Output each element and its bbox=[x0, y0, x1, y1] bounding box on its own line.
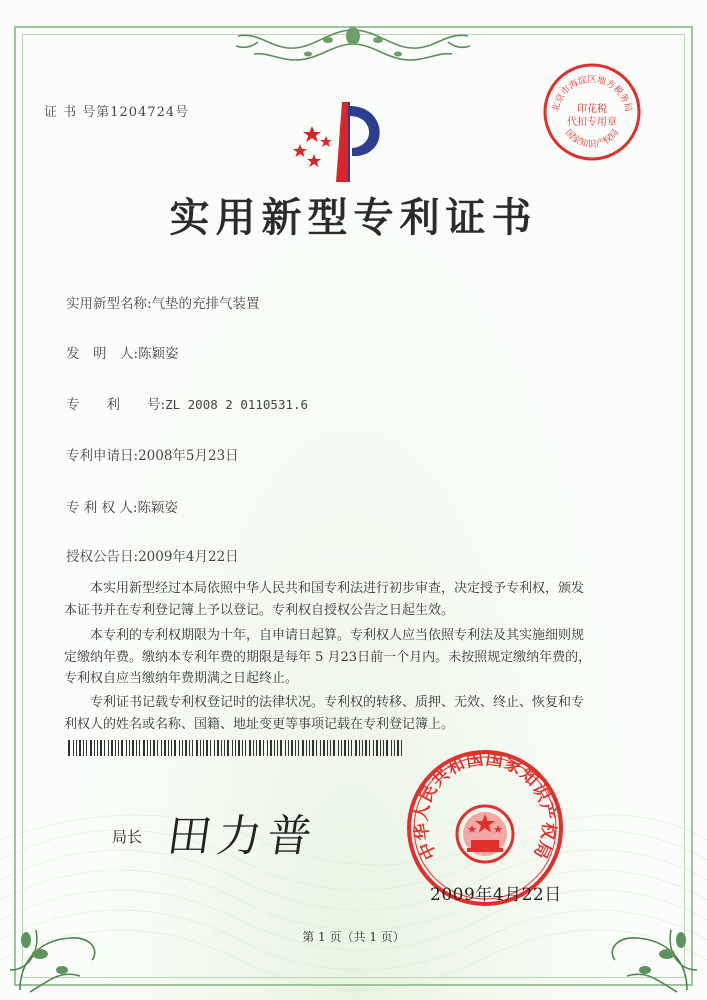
barcode-bar bbox=[369, 740, 370, 756]
patent-office-logo bbox=[286, 96, 396, 186]
barcode bbox=[68, 740, 408, 756]
barcode-bar bbox=[90, 740, 92, 756]
barcode-bar bbox=[245, 740, 246, 756]
barcode-bar bbox=[238, 740, 240, 756]
barcode-bar bbox=[168, 740, 169, 756]
barcode-bar bbox=[206, 740, 208, 756]
barcode-bar bbox=[196, 740, 198, 756]
seal-top-center-line1: 印花税 bbox=[577, 104, 607, 115]
field-announcement-date bbox=[66, 545, 239, 565]
svg-text:国家知识产权局 bbox=[563, 127, 622, 150]
paragraph-term bbox=[64, 625, 624, 690]
filing-date-label: 专利申请日: bbox=[66, 448, 139, 464]
page-number: 第 1 页（共 1 页） bbox=[302, 930, 405, 944]
barcode-bar bbox=[355, 740, 357, 756]
paragraph-legal-status bbox=[64, 692, 624, 735]
director-label: 局长 bbox=[112, 828, 143, 846]
barcode-bar bbox=[68, 740, 70, 756]
barcode-bar bbox=[192, 740, 193, 756]
barcode-bar bbox=[153, 740, 155, 756]
field-utility-model-name bbox=[66, 292, 260, 312]
barcode-bar bbox=[344, 740, 346, 756]
barcode-bar bbox=[391, 740, 392, 756]
barcode-bar bbox=[100, 740, 102, 756]
stamp-duty-seal bbox=[540, 60, 644, 164]
barcode-bar bbox=[108, 740, 109, 756]
barcode-bar bbox=[83, 740, 84, 756]
field-patent-number bbox=[66, 393, 308, 413]
field-filing-date bbox=[66, 444, 239, 464]
barcode-bar bbox=[132, 740, 134, 756]
barcode-bar bbox=[285, 740, 286, 756]
barcode-bar bbox=[270, 740, 272, 756]
announcement-date-value: 2009年4月22日 bbox=[138, 549, 239, 565]
barcode-bar bbox=[189, 740, 190, 756]
paragraph-line: 专利权自应当缴纳年费期满之日起终止。 bbox=[64, 671, 299, 686]
barcode-bar bbox=[79, 740, 81, 756]
seal-top-ring-text: 北京市海淀区地方税务局 bbox=[551, 75, 633, 113]
barcode-bar bbox=[235, 740, 236, 756]
barcode-bar bbox=[341, 740, 342, 756]
barcode-bar bbox=[94, 740, 95, 756]
barcode-bar bbox=[174, 740, 176, 756]
barcode-bar bbox=[312, 740, 314, 756]
barcode-bar bbox=[277, 740, 278, 756]
barcode-bar bbox=[104, 740, 105, 756]
barcode-bar bbox=[118, 740, 119, 756]
barcode-bar bbox=[348, 740, 349, 756]
barcode-bar bbox=[362, 740, 363, 756]
barcode-bar bbox=[126, 740, 127, 756]
paragraph-grant bbox=[64, 578, 624, 621]
top-center-ornament bbox=[218, 20, 488, 74]
field-patentee bbox=[66, 496, 178, 516]
barcode-bar bbox=[179, 740, 180, 756]
barcode-bar bbox=[161, 740, 162, 756]
utility-model-name-value: 气垫的充排气装置 bbox=[151, 296, 260, 312]
barcode-bar bbox=[115, 740, 116, 756]
paragraph-line: 专利证书记载专利权登记时的法律状况。专利权的转移、质押、无效、终止、恢复和专 bbox=[64, 695, 585, 710]
barcode-bar bbox=[164, 740, 166, 756]
patentee-value: 陈颖姿 bbox=[137, 500, 178, 516]
barcode-bar bbox=[309, 740, 310, 756]
barcode-bar bbox=[351, 740, 352, 756]
official-seal-ring-text: 中华人民共和国国家知识产权局 bbox=[411, 749, 559, 863]
barcode-bar bbox=[242, 740, 243, 756]
paragraph-line: 本专利的专利权期限为十年，自申请日起算。专利权人应当依照专利法及其实施细则规 bbox=[64, 628, 585, 643]
barcode-bar bbox=[327, 740, 328, 756]
barcode-bar bbox=[97, 740, 98, 756]
barcode-bar bbox=[86, 740, 87, 756]
director-signature: 田力普 bbox=[163, 811, 321, 862]
barcode-bar bbox=[136, 740, 137, 756]
barcode-bar bbox=[291, 740, 293, 756]
barcode-bar bbox=[224, 740, 225, 756]
barcode-bar bbox=[316, 740, 317, 756]
barcode-bar bbox=[397, 740, 399, 756]
seal-top-center-line2: 代扣专用章 bbox=[567, 117, 617, 128]
barcode-bar bbox=[157, 740, 158, 756]
seal-top-bottom-text: 国家知识产权局 bbox=[562, 127, 622, 150]
announcement-date-label: 授权公告日: bbox=[66, 549, 139, 565]
barcode-bar bbox=[274, 740, 275, 756]
field-inventor bbox=[66, 342, 179, 362]
paragraph-line: 本实用新型经过本局依照中华人民共和国专利法进行初步审查，决定授予专利权，颁发 bbox=[64, 581, 585, 596]
barcode-bar bbox=[217, 740, 219, 756]
barcode-bar bbox=[232, 740, 233, 756]
barcode-bar bbox=[306, 740, 307, 756]
barcode-bar bbox=[121, 740, 123, 756]
barcode-bar bbox=[263, 740, 264, 756]
barcode-bar bbox=[253, 740, 254, 756]
paragraph-line: 本证书并在专利登记簿上予以登记。专利权自授权公告之日起生效。 bbox=[64, 602, 455, 618]
barcode-bar bbox=[139, 740, 140, 756]
barcode-bar bbox=[380, 740, 381, 756]
barcode-bar bbox=[249, 740, 251, 756]
barcode-bar bbox=[330, 740, 331, 756]
barcode-bar bbox=[267, 740, 268, 756]
barcode-bar bbox=[143, 740, 145, 756]
barcode-bar bbox=[203, 740, 204, 756]
filing-date-value: 2008年5月23日 bbox=[138, 448, 239, 464]
barcode-bar bbox=[333, 740, 335, 756]
barcode-bar bbox=[73, 740, 74, 756]
inventor-label: 发 明 人: bbox=[66, 346, 139, 362]
barcode-bar bbox=[259, 740, 261, 756]
barcode-bar bbox=[210, 740, 211, 756]
certificate-title: 实用新型专利证书 bbox=[169, 194, 538, 241]
paragraph-line: 利权人的姓名或名称、国籍、地址变更等事项记载在专利登记簿上。 bbox=[64, 716, 455, 732]
paragraph-line: 定缴纳年费。缴纳本专利年费的期限是每年 5 月23日前一个月内。未按照规定缴纳年费的， bbox=[64, 649, 592, 665]
barcode-bar bbox=[323, 740, 325, 756]
certificate-number: 证 书 号第1204724号 bbox=[44, 105, 190, 120]
barcode-bar bbox=[288, 740, 289, 756]
barcode-bar bbox=[394, 740, 395, 756]
patentee-label: 专 利 权 人: bbox=[66, 500, 138, 516]
barcode-bar bbox=[171, 740, 172, 756]
barcode-bar bbox=[386, 740, 388, 756]
barcode-bar bbox=[338, 740, 339, 756]
inventor-value: 陈颖姿 bbox=[138, 346, 179, 362]
barcode-bar bbox=[200, 740, 201, 756]
barcode-bar bbox=[221, 740, 222, 756]
utility-model-name-label: 实用新型名称: bbox=[66, 296, 152, 312]
barcode-bar bbox=[401, 740, 402, 756]
seal-date: 2009年4月22日 bbox=[430, 885, 562, 905]
barcode-bar bbox=[373, 740, 374, 756]
barcode-bar bbox=[383, 740, 384, 756]
national-emblem-icon bbox=[457, 806, 513, 862]
barcode-bar bbox=[365, 740, 367, 756]
barcode-bar bbox=[76, 740, 77, 756]
barcode-bar bbox=[256, 740, 257, 756]
barcode-bar bbox=[111, 740, 113, 756]
barcode-bar bbox=[150, 740, 151, 756]
barcode-bar bbox=[214, 740, 215, 756]
barcode-bar bbox=[185, 740, 187, 756]
barcode-bar bbox=[359, 740, 360, 756]
patent-number-value: ZL 2008 2 0110531.6 bbox=[165, 397, 309, 412]
barcode-bar bbox=[298, 740, 299, 756]
barcode-bar bbox=[320, 740, 321, 756]
patent-number-label: 专 利 号: bbox=[66, 397, 166, 413]
barcode-bar bbox=[227, 740, 229, 756]
barcode-bar bbox=[147, 740, 148, 756]
barcode-bar bbox=[376, 740, 378, 756]
barcode-bar bbox=[129, 740, 130, 756]
barcode-bar bbox=[302, 740, 304, 756]
barcode-bar bbox=[280, 740, 282, 756]
barcode-bar bbox=[182, 740, 183, 756]
barcode-bar bbox=[295, 740, 296, 756]
